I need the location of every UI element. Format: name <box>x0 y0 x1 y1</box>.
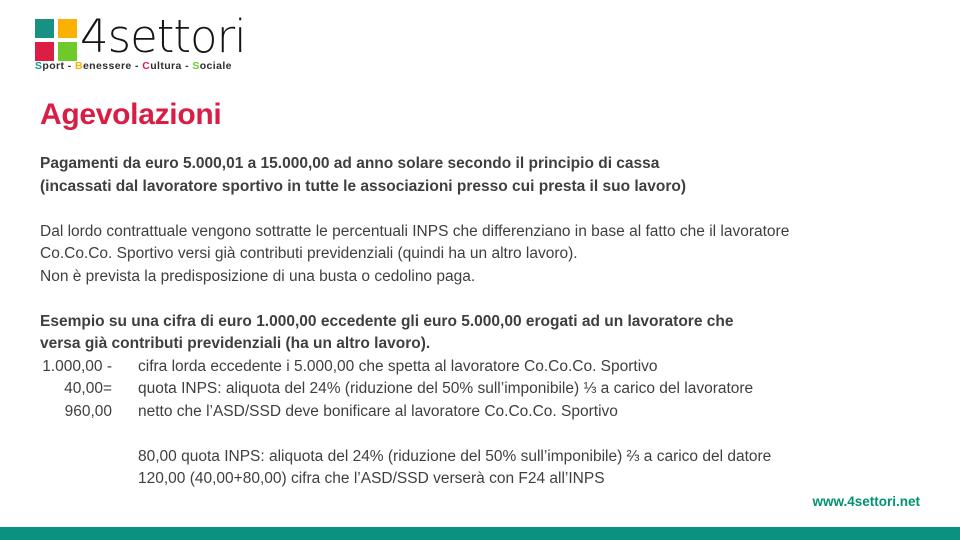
calc-amount: 40,00= <box>64 380 112 397</box>
calc-amount: 1.000,00 - <box>42 357 112 375</box>
calc-amount: 960,00 <box>64 402 112 420</box>
logo-tagline <box>35 60 232 72</box>
calc-description: cifra lorda eccedente i 5.000,00 che spetta al lavoratore Co.Co.Co. Sportivo <box>138 357 658 375</box>
tagline-segment: S <box>35 60 43 72</box>
tagline-segment: ultura - <box>150 60 193 72</box>
calc-row <box>40 401 930 424</box>
text-line: (incassati dal lavoratore sportivo in tutte le associazioni presso cui presta il suo lavoro) <box>40 177 687 195</box>
text-line: versa già contributi previdenziali (ha un altro lavoro). <box>40 335 431 352</box>
paragraph-payments-rule <box>40 153 930 198</box>
employer-share-block <box>40 446 930 491</box>
tagline-segment: C <box>142 60 151 72</box>
text-line: Pagamenti da euro 5.000,01 a 15.000,00 ad anno solare secondo il principio di cassa <box>40 155 660 172</box>
logo-brand-text: 4settori <box>80 10 246 63</box>
calc-description: netto che l’ASD/SSD deve bonificare al lavoratore Co.Co.Co. Sportivo <box>138 402 618 420</box>
text-line: 80,00 quota INPS: aliquota del 24% (riduzione del 50% sull’imponibile) ⅔ a carico del datore <box>138 447 772 465</box>
tagline-segment: B <box>74 60 83 72</box>
text-line: Co.Co.Co. Sportivo versi già contributi previdenziali (quindi ha un altro lavoro). <box>40 245 578 262</box>
paragraph-example-intro <box>40 311 930 356</box>
paragraph-inps-deduction <box>40 221 930 289</box>
tagline-segment: port - <box>42 60 75 72</box>
tagline-segment: ociale <box>199 60 232 72</box>
text-line: Non è prevista la predisposizione di una busta o cedolino paga. <box>40 267 476 285</box>
slide-body <box>40 153 930 491</box>
logo-square-cultura <box>35 42 54 61</box>
logo-square-benessere <box>58 19 77 38</box>
text-line: 120,00 (40,00+80,00) cifra che l’ASD/SSD verserà con F24 all’INPS <box>138 470 605 487</box>
text-line: Dal lordo contrattuale vengono sottratte le percentuali INPS che differenziano in base al fatto che il lavoratore <box>40 222 790 240</box>
tagline-segment: enessere - <box>82 60 143 72</box>
bottom-accent-bar <box>0 527 960 540</box>
text-line: Esempio su una cifra di euro 1.000,00 eccedente gli euro 5.000,00 erogati ad un lavoratore che <box>40 312 734 330</box>
tagline-segment: S <box>192 60 200 72</box>
calc-row <box>40 356 930 379</box>
footer-website-url: www.4settori.net <box>812 494 920 509</box>
page-title: Agevolazioni <box>40 98 222 131</box>
calc-description: quota INPS: aliquota del 24% (riduzione del 50% sull’imponibile) ⅓ a carico del lavoratore <box>138 380 754 397</box>
logo-squares-icon <box>35 19 77 61</box>
calculation-table <box>40 356 930 424</box>
calc-row <box>40 378 930 401</box>
logo-square-sport <box>35 19 54 38</box>
logo-square-sociale <box>58 42 77 61</box>
